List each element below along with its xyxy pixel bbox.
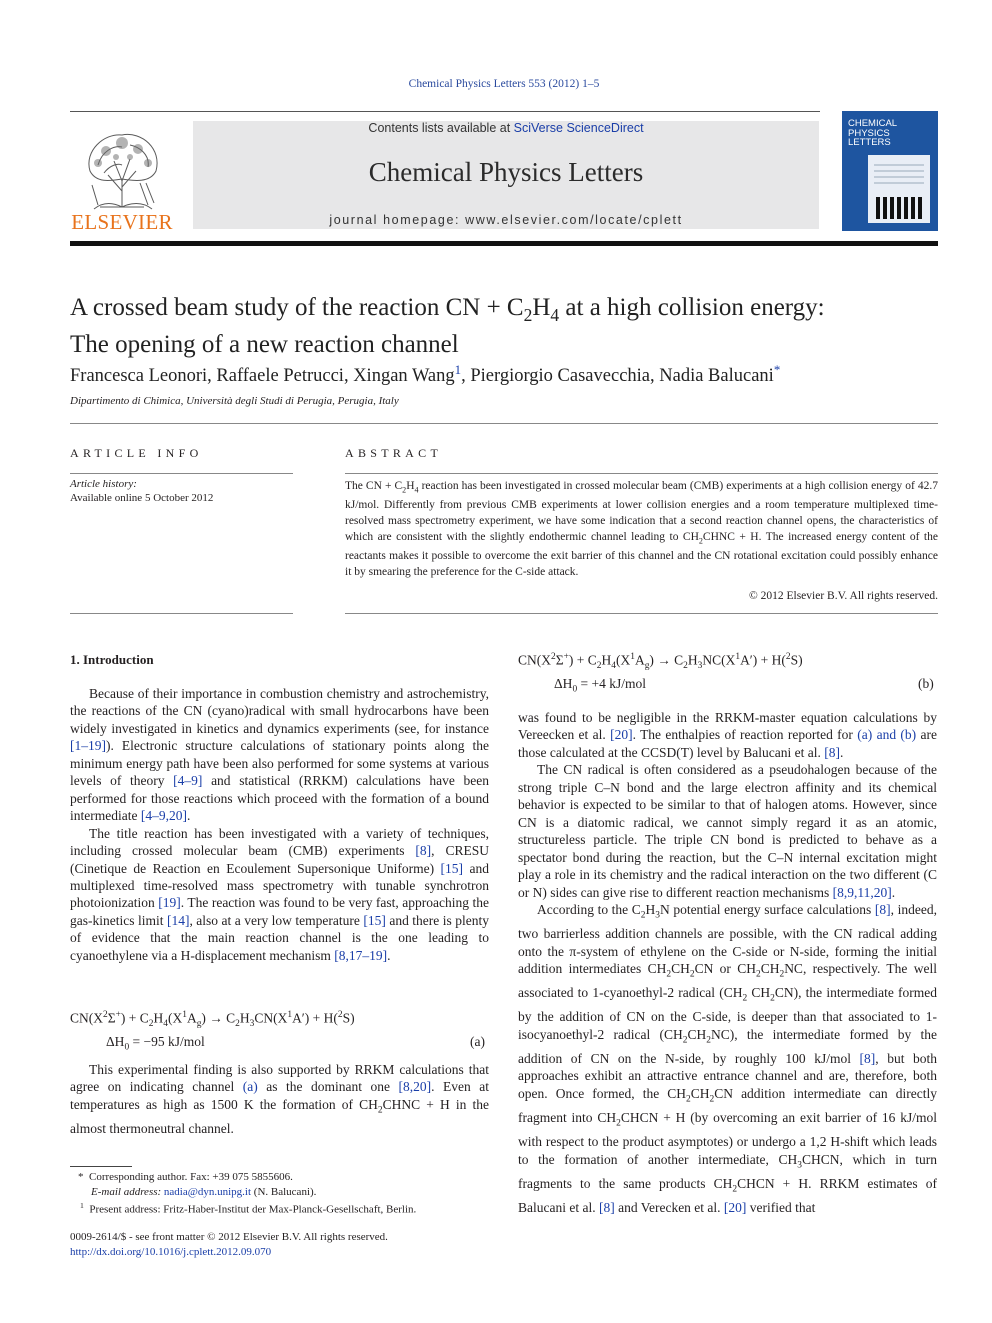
equation-a-reaction: $CN(X^2\Sigma^+) + C_2H_4(X^1A_g) \to C_2H_3CN(X^1A') + H(^2S)$ <box>70 1010 355 1030</box>
corresponding-author-footnote: * Corresponding author. Fax: +39 075 5855606. <box>78 1171 293 1183</box>
paragraph: According to the $C_2H_3N$ potential energy surface calculations [8], indeed, two barrierless addition channels are possible, with the CN radical adding onto the π-system of ethylene on the C-side or N-side, forming the initial addition intermediates $CH_2CH_2CN$ or $CH_2CH_2NC$, respectively. The well associated to 1-cyanoethyl-2 radical ($CH_2$ $CH_2CN$), the intermediate formed by the addition of CN on the C-side, is deeper than that associated to 1-isocyanoethyl-2 radical $(CH_2CH_2NC)$, the intermediate formed by the addition of CN on the N-side, by roughly 100 kJ/mol [8], but both approaches exhibit an attractive entrance channel and are, therefore, both open. Once formed, the $CH_2CH_2CN$ addition intermediate can directly fragment into $CH_2CHCN + H$ (by overcoming an exit barrier of 16 kJ/mol with respect to the product asymptotes) or undergo a 1,2 H-shift which leads to the formation of another intermediate, $CH_3CHCN$, which in turn fragments to the same products $CH_2CHCN + H$. RRKM estimates of Balucani et al. [8] and Verecken et al. [20] verified that <box>518 901 938 1215</box>
divider <box>345 613 938 614</box>
journal-homepage[interactable]: journal homepage: www.elsevier.com/locate/cplett <box>329 213 683 227</box>
divider <box>70 473 293 474</box>
citation-link[interactable]: [8] <box>824 744 841 760</box>
citation-link[interactable]: [8] <box>415 843 432 859</box>
citation-link[interactable]: [1–19] <box>70 738 106 754</box>
copyright-notice: © 2012 Elsevier B.V. All rights reserved. <box>749 590 938 602</box>
citation-link[interactable]: [8] <box>874 901 891 917</box>
paragraph: The title reaction has been investigated with a variety of techniques, including crossed molecular beam (CMB) experiments [8], CRESU (Cinetique de Reaction en Ecoulement Supersonique Uniforme) [15] and multiplexed time-resolved mass spectrometry with tunable synchrotron photoionization [19]. The reaction was found to be very fast, approaching the gas-kinetics limit [14], also at a very low temperature [15] and there is plenty of evidence that the main reaction channel is the one leading to cyanoethylene via a H-displacement mechanism [8,17–19]. <box>70 825 489 963</box>
journal-title: Chemical Physics Letters <box>368 157 644 187</box>
email-link[interactable]: nadia@dyn.unipg.it <box>163 1186 252 1198</box>
email-footnote: E-mail address: nadia@dyn.unipg.it (N. Balucani). <box>91 1186 317 1198</box>
equation-link[interactable]: (a) <box>242 1079 258 1095</box>
abstract-text: The CN + $C_2H_4$ reaction has been investigated in crossed molecular beam (CMB) experiments at a high collision energy of 42.7 kJ/mol. Differently from previous CMB experiments at lower collision energies and a room temperature multiplexed time-resolved mass spectrometry experiment, we have some indication that a second reaction channel opens, the characteristics of which are consistent with the slightly endothermic channel leading to $CH_2CHNC + H$. The increased energy content of the reactants makes it possible to overcome the exit barrier of this channel and the CN rotational excitation could possibly enhance it by smearing the preference for the C-side attack. <box>345 480 938 579</box>
header-rule <box>70 111 820 112</box>
equation-b-reaction: $CN(X^2\Sigma^+) + C_2H_4(X^1A_g) \to C_2H_3NC(X^1A') + H(^2S)$ <box>518 652 803 672</box>
citation-link[interactable]: [8] <box>598 1199 615 1215</box>
article-info-heading: ARTICLE INFO <box>70 446 203 460</box>
elsevier-wordmark: ELSEVIER <box>71 210 173 234</box>
article-title: A crossed beam study of the reaction CN + $C_2H_4$ at a high collision energy: The opening of a new reaction channel <box>70 294 825 358</box>
header-thick-rule <box>70 241 938 246</box>
corresponding-author-mark[interactable]: * <box>773 362 781 377</box>
citation-link[interactable]: [8,17–19] <box>334 947 388 963</box>
citation-link[interactable]: [19] <box>158 895 181 911</box>
affiliation: Dipartimento di Chimica, Università degli Studi di Perugia, Perugia, Italy <box>70 395 399 407</box>
equation-a-label: (a) <box>470 1034 485 1049</box>
citation-link[interactable]: [4–9,20] <box>140 808 187 824</box>
citation-link[interactable]: [4–9] <box>173 773 203 789</box>
equation-a-enthalpy: $\Delta H_0 = -95$ kJ/mol <box>106 1034 205 1053</box>
paragraph: Because of their importance in combustion chemistry and astrochemistry, the reactions of the CN (cyano)radical with small hydrocarbons have been widely investigated in kinetics and dynamics experiments (see, for instance [1–19]). Electronic structure calculations of stationary points along the minimum energy path have been also performed for some systems at various levels of theory [4–9] and statistical (RRKM) calculations have been performed for those reactions which proceed with the formation of a bound intermediate [4–9,20]. <box>70 686 489 824</box>
author-list: Francesca Leonori, Raffaele Petrucci, Xingan Wang$^1$, Piergiorgio Casavecchia, Nadia Balucani* <box>70 362 781 387</box>
intro-right-column <box>518 709 937 1216</box>
citation-link[interactable]: [8,9,11,20] <box>832 884 892 900</box>
present-address-footnote: $^1$ Present address: Fritz-Haber-Institut der Max-Planck-Gesellschaft, Berlin. <box>80 1201 417 1216</box>
divider <box>70 613 293 614</box>
citation-link[interactable]: [14] <box>166 912 190 928</box>
intro-left-column <box>70 685 489 964</box>
article-history-date: Available online 5 October 2012 <box>70 492 214 504</box>
divider <box>70 423 938 424</box>
intro-left-column-continued <box>70 1061 489 1138</box>
citation-link[interactable]: [15] <box>440 860 464 876</box>
journal-reference[interactable]: Chemical Physics Letters 553 (2012) 1–5 <box>408 78 600 90</box>
equation-b-label: (b) <box>918 676 934 691</box>
doi-link[interactable]: http://dx.doi.org/10.1016/j.cplett.2012.09.070 <box>70 1246 272 1258</box>
author-footnote-1[interactable]: 1 <box>454 362 462 377</box>
equation-link[interactable]: (a) and (b) <box>857 727 917 743</box>
issn-line: 0009-2614/$ - see front matter © 2012 Elsevier B.V. All rights reserved. <box>70 1231 388 1243</box>
paragraph: The CN radical is often considered as a pseudohalogen because of the strong triple C–N bond and the large electron affinity and its chemical behavior is expected to be similar to that of halogen atoms. However, since CN is a diatomic radical, we cannot simply regard it as an atomic, structureless particle. The triple CN bond is predicted to behave as a spectator bond during the reaction, but the C–N internal excitation might play a role in its chemistry and the radical interaction on the two different (C or N) sides can give rise to different reaction mechanisms [8,9,11,20]. <box>518 762 937 900</box>
citation-link[interactable]: [15] <box>363 912 386 928</box>
article-history-label: Article history: <box>70 478 137 490</box>
footnote-rule <box>70 1166 132 1167</box>
paragraph: This experimental finding is also supported by RRKM calculations that agree on indicating channel (a) as the dominant one [8,20]. Even at temperatures as high as 1500 K the formation of $CH_2CHNC + H$ in the almost thermoneutral channel. <box>70 1062 490 1137</box>
abstract-heading: ABSTRACT <box>345 446 443 460</box>
cover-title: CHEMICAL PHYSICS LETTERS <box>848 118 898 148</box>
equation-b-enthalpy: $\Delta H_0 = +4$ kJ/mol <box>554 676 647 695</box>
citation-link[interactable]: [20] <box>610 727 633 743</box>
citation-link[interactable]: [8] <box>859 1050 876 1066</box>
paragraph: was found to be negligible in the RRKM-master equation calculations by Vereecken et al. [20]. The enthalpies of reaction reported for (a) and (b) are those calculated at the CCSD(T) level by Balucani et al. [8]. <box>518 710 937 760</box>
section-heading-introduction: 1. Introduction <box>70 652 154 667</box>
contents-availability: Contents lists available at SciVerse ScienceDirect <box>368 121 644 135</box>
citation-link[interactable]: [20] <box>723 1199 747 1215</box>
sciencedirect-link[interactable]: SciVerse ScienceDirect <box>513 121 644 135</box>
cover-art <box>868 155 930 223</box>
divider <box>345 473 938 474</box>
citation-link[interactable]: [8,20] <box>398 1079 432 1095</box>
